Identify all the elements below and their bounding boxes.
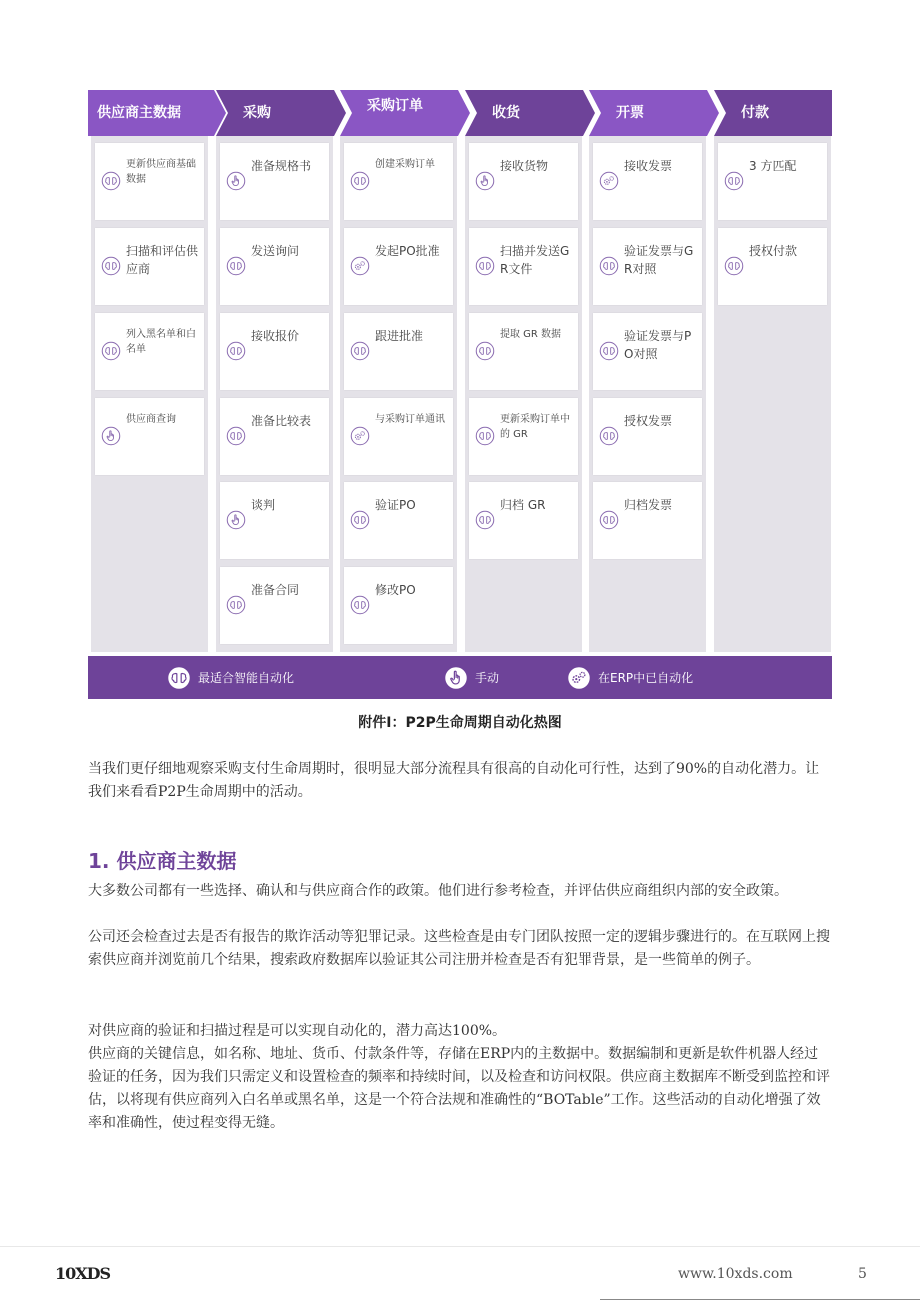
activity-card <box>95 143 204 220</box>
activity-label: 发起PO批准 <box>375 244 440 258</box>
legend-item <box>443 656 499 699</box>
legend-item <box>566 656 693 699</box>
activity-label: 验证发票与PO对照 <box>624 329 692 361</box>
hand-icon <box>475 171 495 191</box>
legend-item <box>166 656 294 699</box>
activity-label: 扫描和评估供应商 <box>126 244 199 276</box>
gears-icon <box>350 256 370 276</box>
hand-icon <box>443 665 469 691</box>
hand-icon <box>226 510 246 530</box>
activity-card <box>593 482 702 559</box>
brain-icon <box>475 510 495 530</box>
activity-card <box>344 143 453 220</box>
activity-label: 接收报价 <box>251 329 300 343</box>
activity-card <box>220 482 329 559</box>
section-paragraph-3: 对供应商的验证和扫描过程是可以实现自动化的，潜力高达100%。 <box>88 1023 507 1039</box>
activity-card <box>593 313 702 390</box>
activity-card <box>593 143 702 220</box>
activity-card <box>593 228 702 305</box>
activity-label: 提取 GR 数据 <box>500 329 562 340</box>
brain-icon <box>166 665 192 691</box>
brain-icon <box>599 510 619 530</box>
stage-header <box>714 90 832 136</box>
brain-icon <box>101 171 121 191</box>
stage-header-label: 开票 <box>616 105 644 121</box>
activity-label: 修改PO <box>375 583 416 597</box>
corner-rule <box>600 1299 920 1300</box>
brain-icon <box>101 256 121 276</box>
brain-icon <box>350 595 370 615</box>
activity-card <box>220 398 329 475</box>
legend-bar <box>88 656 832 699</box>
stage-header <box>589 90 719 136</box>
brain-icon <box>226 595 246 615</box>
activity-label: 创建采购订单 <box>375 159 435 170</box>
activity-label: 与采购订单通讯 <box>375 414 445 425</box>
brain-icon <box>475 256 495 276</box>
activity-label: 验证发票与GR对照 <box>624 244 694 276</box>
activity-label: 扫描并发送GR文件 <box>500 244 570 276</box>
activity-label: 发送询问 <box>251 244 300 258</box>
brain-icon <box>226 426 246 446</box>
activity-label: 授权付款 <box>749 244 798 258</box>
activity-card <box>469 398 578 475</box>
activity-card <box>95 313 204 390</box>
legend-label: 最适合智能自动化 <box>198 671 295 685</box>
activity-label: 接收货物 <box>500 159 549 173</box>
p2p-heatmap-diagram <box>88 90 832 699</box>
figure-caption: 附件I：P2P生命周期自动化热图 <box>358 715 562 731</box>
activity-card <box>469 143 578 220</box>
activity-label: 更新采购订单中的 GR <box>500 414 570 440</box>
activity-label: 归档 GR <box>500 498 546 512</box>
legend-label: 手动 <box>475 671 500 685</box>
activity-card <box>344 228 453 305</box>
activity-card <box>344 313 453 390</box>
activity-label: 更新供应商基础数据 <box>126 159 196 185</box>
gears-icon <box>566 665 592 691</box>
brain-icon <box>724 256 744 276</box>
activity-label: 准备合同 <box>251 583 300 597</box>
stage-header <box>88 90 226 136</box>
section-title: 1. 供应商主数据 <box>88 849 237 873</box>
page-number: 5 <box>858 1266 867 1282</box>
brain-icon <box>226 341 246 361</box>
activity-card <box>344 482 453 559</box>
activity-card <box>95 228 204 305</box>
activity-label: 准备比较表 <box>251 414 312 428</box>
brain-icon <box>599 341 619 361</box>
company-logo: 10XDS <box>55 1264 111 1283</box>
activity-label: 接收发票 <box>624 159 673 173</box>
activity-label: 归档发票 <box>624 498 673 512</box>
activity-card <box>220 228 329 305</box>
activity-label: 供应商查询 <box>126 414 176 425</box>
hand-icon <box>226 171 246 191</box>
activity-label: 准备规格书 <box>251 159 312 173</box>
stage-header-label: 付款 <box>741 105 769 121</box>
footer-divider <box>0 1246 920 1247</box>
stage-header-label: 采购订单 <box>367 98 423 114</box>
stage-header <box>465 90 595 136</box>
brain-icon <box>350 510 370 530</box>
stage-header-label: 采购 <box>243 105 271 121</box>
activity-card <box>344 567 453 644</box>
brain-icon <box>475 426 495 446</box>
brain-icon <box>350 341 370 361</box>
stage-header <box>340 90 470 136</box>
activity-label: 3 方匹配 <box>749 159 797 173</box>
brain-icon <box>101 341 121 361</box>
brain-icon <box>226 256 246 276</box>
stage-header-label: 收货 <box>492 105 520 121</box>
brain-icon <box>724 171 744 191</box>
brain-icon <box>350 171 370 191</box>
activity-card <box>469 228 578 305</box>
activity-card <box>344 398 453 475</box>
section-paragraph-4: 供应商的关键信息，如名称、地址、货币、付款条件等，存储在ERP内的主数据中。数据编制和更新是软件机器人经过验证的任务，因为我们只需定义和设置检查的频率和持续时间，以及检查和访问权限。供应商主数据库不断受到监控和评估，以将现有供应商列入白名单或黑名单，这是一个符合法规和准确性的“BOTable”工作。这些活动的自动化增强了效率和准确性，使过程变得无缝。 <box>88 1046 830 1131</box>
brain-icon <box>599 426 619 446</box>
activity-card <box>220 567 329 644</box>
hand-icon <box>101 426 121 446</box>
activity-label: 验证PO <box>375 498 416 512</box>
brain-icon <box>475 341 495 361</box>
activity-card <box>95 398 204 475</box>
stage-header <box>216 90 346 136</box>
activity-card <box>220 143 329 220</box>
intro-paragraph: 当我们更仔细地观察采购支付生命周期时，很明显大部分流程具有很高的自动化可行性，达到了90%的自动化潜力。让我们来看看P2P生命周期中的活动。 <box>88 761 820 800</box>
brain-icon <box>599 256 619 276</box>
stage-header-label: 供应商主数据 <box>97 105 181 121</box>
activity-card <box>469 482 578 559</box>
activity-card <box>220 313 329 390</box>
footer-url[interactable]: www.10xds.com <box>678 1266 793 1282</box>
legend-label: 在ERP中已自动化 <box>598 671 694 685</box>
activity-card <box>469 313 578 390</box>
activity-card <box>593 398 702 475</box>
gears-icon <box>350 426 370 446</box>
activity-label: 列入黑名单和白名单 <box>126 329 196 355</box>
activity-card <box>718 228 827 305</box>
activity-label: 授权发票 <box>624 414 673 428</box>
activity-label: 跟进批准 <box>375 329 424 343</box>
section-paragraph-2: 公司还会检查过去是否有报告的欺诈活动等犯罪记录。这些检查是由专门团队按照一定的逻辑步骤进行的。在互联网上搜索供应商并浏览前几个结果，搜索政府数据库以验证其公司注册并检查是否有犯罪背景，是一些简单的例子。 <box>88 929 830 968</box>
activity-label: 谈判 <box>251 498 276 512</box>
activity-card <box>718 143 827 220</box>
section-paragraph-1: 大多数公司都有一些选择、确认和与供应商合作的政策。他们进行参考检查，并评估供应商组织内部的安全政策。 <box>88 883 788 899</box>
gears-icon <box>599 171 619 191</box>
